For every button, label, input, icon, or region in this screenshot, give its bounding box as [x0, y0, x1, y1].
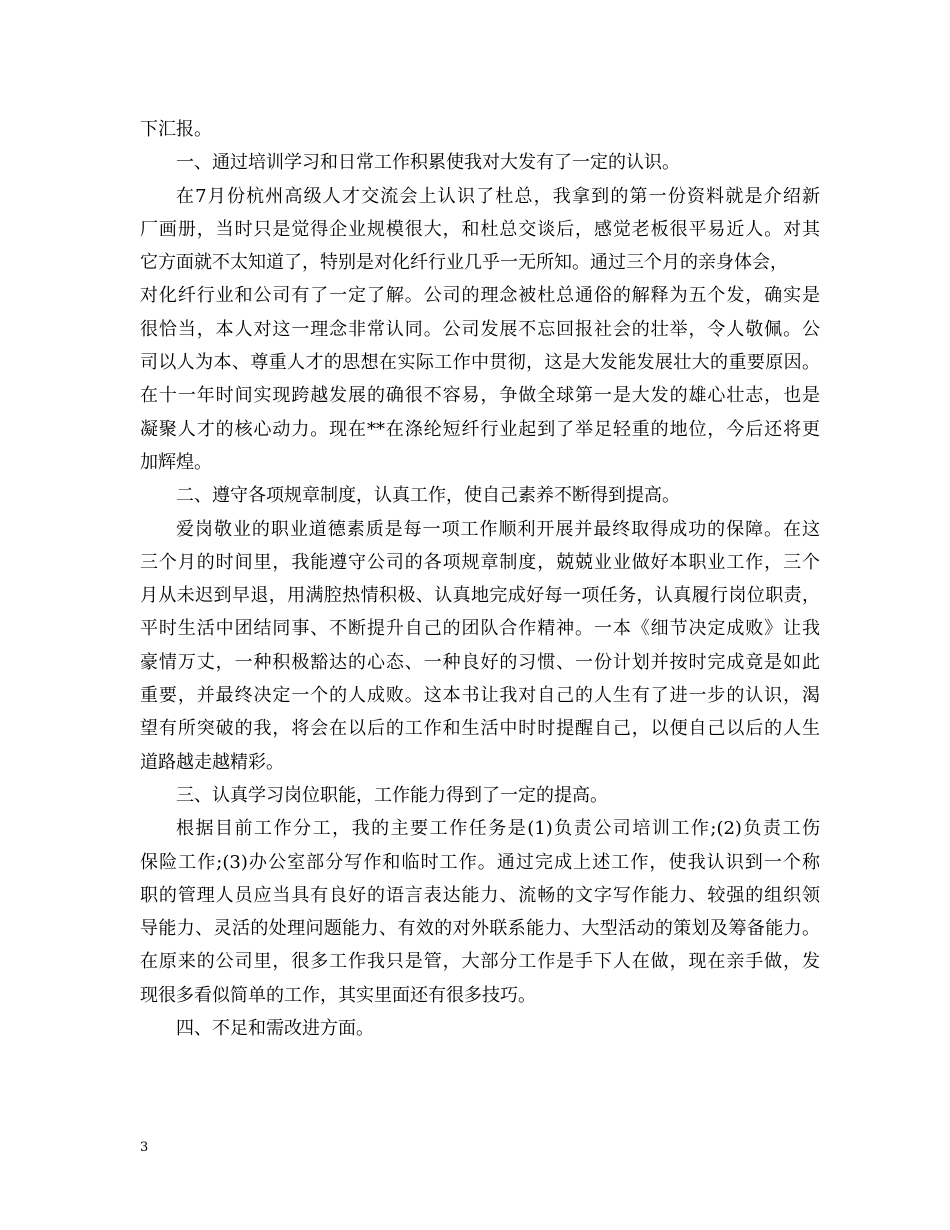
- text-line: 重要，并最终决定一个的人成败。这本书让我对自己的人生有了进一步的认识，渴: [140, 685, 820, 707]
- text-line: 厂画册，当时只是觉得企业规模很大，和杜总交谈后，感觉老板很平易近人。对其: [140, 218, 820, 240]
- text-line: 在7月份杭州高级人才交流会上认识了杜总，我拿到的第一份资料就是介绍新: [176, 185, 820, 207]
- text-line: 爱岗敬业的职业道德素质是每一项工作顺利开展并最终取得成功的保障。在这: [176, 518, 820, 540]
- text-line: 司以人为本、尊重人才的思想在实际工作中贯彻，这是大发能发展壮大的重要原因。: [140, 352, 820, 374]
- text-line: 加辉煌。: [140, 451, 212, 473]
- text-line: 导能力、灵活的处理问题能力、有效的对外联系能力、大型活动的策划及筹备能力。: [140, 918, 820, 940]
- text-line: 现很多看似简单的工作，其实里面还有很多技巧。: [140, 984, 536, 1006]
- text-line: 下汇报。: [140, 119, 212, 140]
- text-line: 道路越走越精彩。: [140, 751, 284, 773]
- text-line: 平时生活中团结同事、不断提升自己的团队合作精神。一本《细节决定成败》让我: [140, 618, 820, 640]
- text-line: 职的管理人员应当具有良好的语言表达能力、流畅的文字写作能力、较强的组织领: [140, 884, 820, 906]
- text-line: 对化纤行业和公司有了一定了解。公司的理念被杜总通俗的解释为五个发，确实是: [140, 285, 820, 307]
- page-number: 3: [140, 1140, 149, 1155]
- document-body: [140, 113, 820, 1045]
- text-line: 一、通过培训学习和日常工作积累使我对大发有了一定的认识。: [176, 152, 680, 174]
- text-line: 豪情万丈，一种积极豁达的心态、一种良好的习惯、一份计划并按时完成竟是如此: [140, 651, 820, 673]
- text-line: 它方面就不太知道了，特别是对化纤行业几乎一无所知。通过三个月的亲身体会，: [140, 252, 788, 274]
- text-line: 四、不足和需改进方面。: [176, 1018, 374, 1040]
- text-line: 月从未迟到早退，用满腔热情积极、认真地完成好每一项任务，认真履行岗位职责，: [140, 585, 820, 607]
- text-line: 凝聚人才的核心动力。现在**在涤纶短纤行业起到了举足轻重的地位，今后还将更: [140, 418, 820, 440]
- text-line: 在原来的公司里，很多工作我只是管，大部分工作是手下人在做，现在亲手做，发: [140, 951, 820, 973]
- text-line: 三、认真学习岗位职能，工作能力得到了一定的提高。: [176, 784, 608, 806]
- text-line: 望有所突破的我，将会在以后的工作和生活中时时提醒自己，以便自己以后的人生: [140, 718, 820, 740]
- text-line: 在十一年时间实现跨越发展的确很不容易，争做全球第一是大发的雄心壮志，也是: [140, 385, 820, 407]
- text-line: 二、遵守各项规章制度，认真工作，使自己素养不断得到提高。: [176, 485, 680, 507]
- text-line: 保险工作;(3)办公室部分写作和临时工作。通过完成上述工作，使我认识到一个称: [140, 851, 820, 873]
- text-line: 根据目前工作分工，我的主要工作任务是(1)负责公司培训工作;(2)负责工伤: [176, 818, 820, 840]
- text-line: 很恰当，本人对这一理念非常认同。公司发展不忘回报社会的壮举，令人敬佩。公: [140, 318, 820, 340]
- text-line: 三个月的时间里，我能遵守公司的各项规章制度，兢兢业业做好本职业工作，三个: [140, 551, 820, 573]
